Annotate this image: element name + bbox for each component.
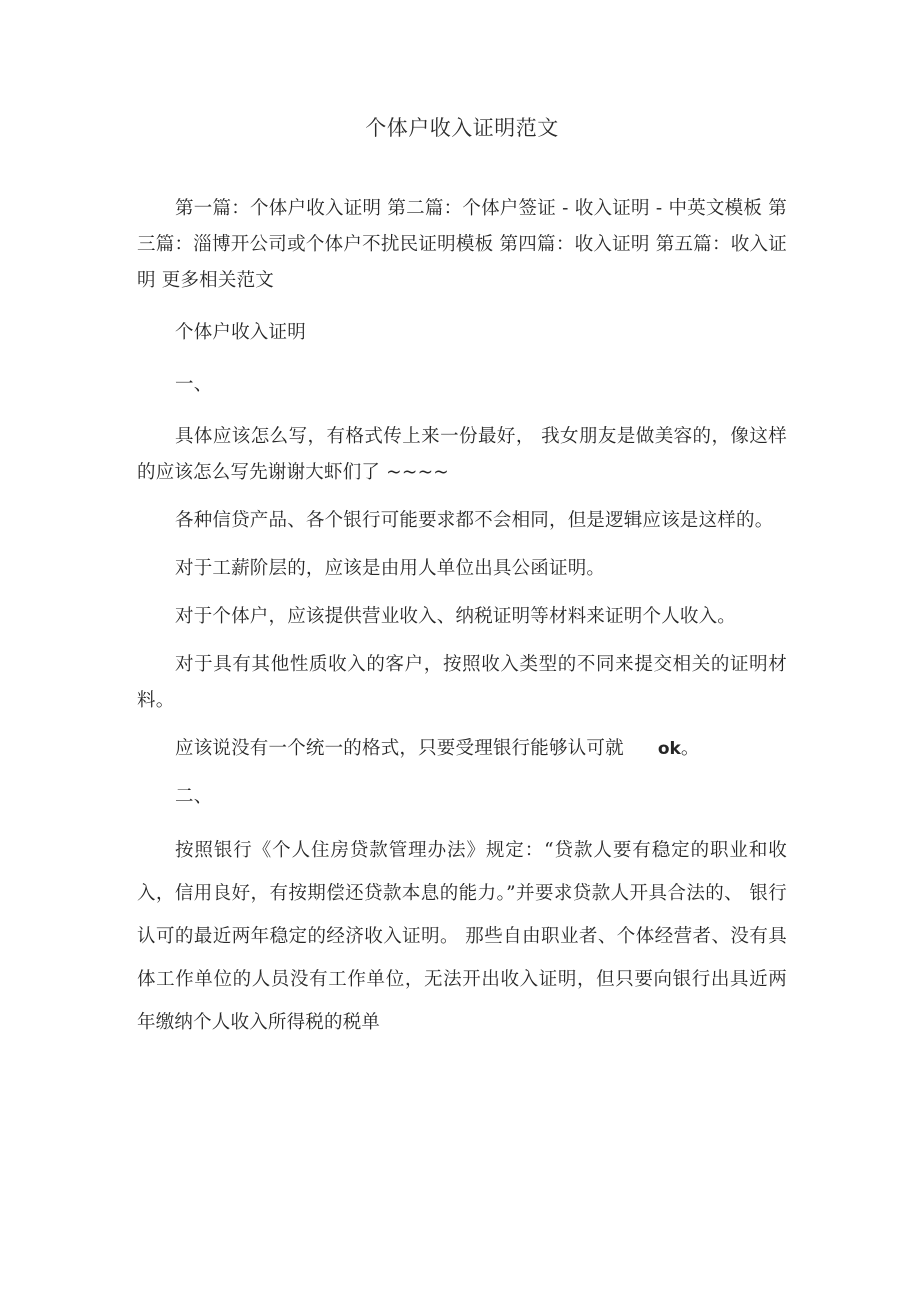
ok-annotation: ok <box>657 739 681 759</box>
body-paragraph-5: 对于具有其他性质收入的客户，按照收入类型的不同来提交相关的证明材料。 <box>137 654 787 711</box>
body-paragraph-4: 对于个体户，应该提供营业收入、纳税证明等材料来证明个人收入。 <box>175 606 737 627</box>
body-paragraph-6-text: 应该说没有一个统一的格式，只要受理银行能够认可就 <box>175 738 624 759</box>
list-marker-two: 二、 <box>175 786 213 807</box>
body-paragraph-1: 具体应该怎么写，有格式传上来一份最好， 我女朋友是做美容的，像这样的应该怎么写先谢谢大虾们了 ~~~~ <box>137 426 787 483</box>
table-of-contents-paragraph: 第一篇：个体户收入证明 第二篇：个体户签证 - 收入证明 - 中英文模板 第三篇：淄博开公司或个体户不扰民证明模板 第四篇：收入证明 第五篇：收入证明 更多相关范文 <box>137 198 787 291</box>
list-marker-one: 一、 <box>175 374 213 395</box>
body-paragraph-6-terminator: 。 <box>680 738 700 759</box>
body-paragraph-3: 对于工薪阶层的，应该是由用人单位出具公函证明。 <box>175 558 606 579</box>
body-paragraph-2: 各种信贷产品、各个银行可能要求都不会相同，但是逻辑应该是这样的。 <box>175 510 774 531</box>
page-title: 个体户收入证明范文 <box>365 116 559 140</box>
section-heading: 个体户收入证明 <box>175 322 306 343</box>
document-content <box>137 0 787 1044</box>
body-paragraph-6 <box>137 731 787 767</box>
body-paragraph-7: 按照银行《个人住房贷款管理办法》规定：“贷款人要有稳定的职业和收入，信用良好，有按期偿还贷款本息的能力。”并要求贷款人开具合法的、 银行认可的最近两年稳定的经济收入证明。 那些自由职业者、个体经营者、没有具体工作单位的人员没有工作单位，无法开出收入证明，但只要向银行出具近两年缴纳个人收入所得税的税单 <box>137 840 787 1033</box>
